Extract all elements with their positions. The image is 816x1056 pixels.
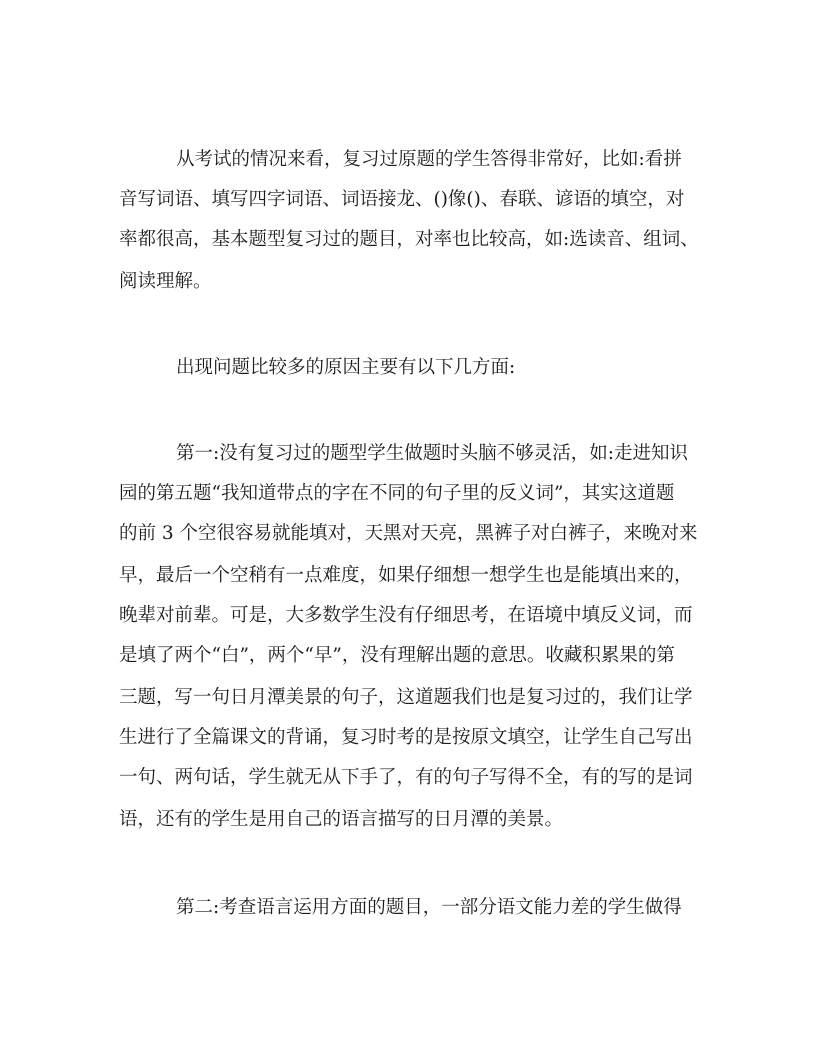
paragraph-1-line-3: 率都很高，基本题型复习过的题目，对率也比较高，如:选读音、组词、	[119, 229, 699, 250]
paragraph-3-line-7: 三题，写一句日月潭美景的句子，这道题我们也是复习过的，我们让学	[119, 687, 693, 708]
paragraph-1-line-2: 音写词语、填写四字词语、词语接龙、()像()、春联、谚语的填空，对	[119, 189, 685, 210]
paragraph-1-line-1: 从考试的情况来看，复习过原题的学生答得非常好，比如:看拼	[176, 149, 682, 170]
paragraph-3-line-9: 一句、两句话，学生就无从下手了，有的句子写得不全，有的写的是词	[119, 767, 693, 788]
paragraph-3-line-6: 是填了两个“白”，两个“早”，没有理解出题的意思。收藏积累果的第	[119, 645, 675, 666]
paragraph-3-line-3: 的前 3 个空很容易就能填对，天黑对天亮，黑裤子对白裤子，来晚对来	[119, 523, 698, 544]
paragraph-1-line-4: 阅读理解。	[119, 271, 212, 292]
paragraph-3-line-2: 园的第五题“我知道带点的字在不同的句子里的反义词”，其实这道题	[119, 483, 675, 504]
paragraph-3-line-10: 语，还有的学生是用自己的语言描写的日月潭的美景。	[119, 809, 564, 830]
paragraph-3-line-1: 第一:没有复习过的题型学生做题时头脑不够灵活，如:走进知识	[176, 443, 688, 464]
paragraph-4-line-1: 第二:考查语言运用方面的题目，一部分语文能力差的学生做得	[176, 897, 682, 918]
paragraph-3-line-5: 晚辈对前辈。可是，大多数学生没有仔细思考，在语境中填反义词，而	[119, 605, 693, 626]
paragraph-3-line-4: 早，最后一个空稍有一点难度，如果仔细想一想学生也是能填出来的，	[119, 565, 693, 586]
paragraph-3-line-8: 生进行了全篇课文的背诵，复习时考的是按原文填空，让学生自己写出	[119, 727, 693, 748]
paragraph-2-line-1: 出现问题比较多的原因主要有以下几方面:	[176, 357, 516, 378]
